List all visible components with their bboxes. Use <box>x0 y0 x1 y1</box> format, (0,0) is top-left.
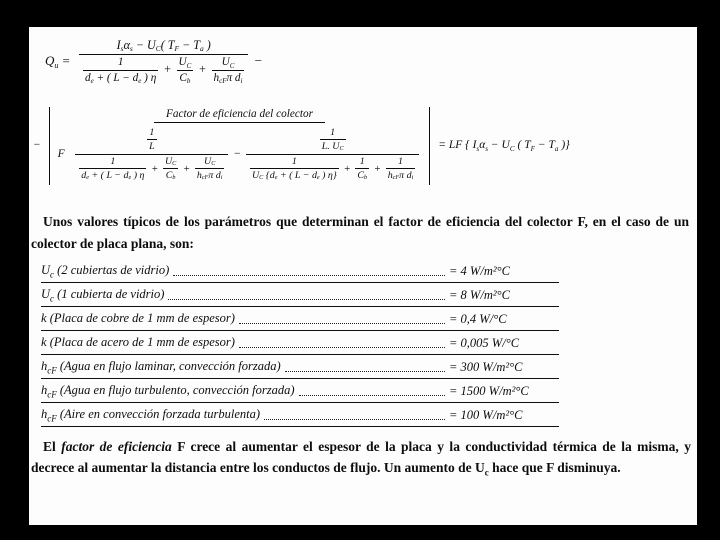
math-txt: 1 <box>117 55 124 68</box>
math-sub: e <box>138 77 142 86</box>
parameter-value: = 100 W/m²°C <box>449 408 523 422</box>
fraction-line <box>79 54 249 55</box>
parameter-list <box>41 259 559 427</box>
dot-leader <box>173 275 445 276</box>
fraction-line <box>147 139 157 140</box>
parameter-label <box>41 263 169 280</box>
math-txt: − <box>250 53 263 69</box>
fraction-line <box>386 168 416 169</box>
parameter-value: = 1500 W/m²°C <box>449 384 529 398</box>
math-txt: ) η <box>141 71 157 84</box>
math-sub: i <box>411 175 414 182</box>
math-txt: L. U <box>321 141 340 153</box>
math-sub: s <box>129 44 133 53</box>
fraction-line <box>177 70 194 71</box>
fraction-line <box>163 168 178 169</box>
math-txt: 1 <box>330 127 336 138</box>
math-txt: − U <box>132 38 156 52</box>
fraction-line <box>246 154 419 155</box>
fraction-line <box>250 168 339 169</box>
math-txt: 1 <box>291 155 297 167</box>
math-txt: + ( L − d <box>277 170 317 182</box>
math-row <box>75 156 228 182</box>
math-lbl: Factor de eficiencia del colector <box>154 108 325 123</box>
parameter-label <box>41 383 295 400</box>
math-row <box>212 72 245 85</box>
math-txt: C <box>165 170 173 182</box>
math-txt: + <box>371 162 384 175</box>
math-txt: U <box>251 170 260 182</box>
math-txt: h <box>387 170 393 182</box>
math-txt: F <box>57 147 74 160</box>
math-txt: + <box>160 62 175 77</box>
math-frac <box>355 156 369 182</box>
math-txt: ) <box>203 38 211 52</box>
math-row <box>33 107 570 185</box>
math-sub: C <box>229 61 235 70</box>
math-row <box>177 56 194 69</box>
equation-useful-heat <box>45 39 263 85</box>
math-sub: C <box>186 61 192 70</box>
math-txt: C <box>179 71 187 84</box>
math-sub: a <box>554 144 559 153</box>
math-txt: − <box>230 147 244 160</box>
page <box>29 27 697 525</box>
math-frac <box>79 156 146 182</box>
math-sub: C <box>259 175 264 182</box>
math-row <box>250 170 339 181</box>
parameter-value: = 4 W/m²°C <box>449 264 510 278</box>
math-txt: π d <box>226 71 241 84</box>
math-row <box>164 170 178 181</box>
math-txt: α <box>123 38 130 52</box>
math-sub: e <box>274 175 278 182</box>
math-sub: C <box>339 146 344 153</box>
math-txt: π d <box>399 170 412 182</box>
math-sub: u <box>54 60 59 70</box>
math-sub: C <box>172 160 177 167</box>
math-row <box>246 156 419 182</box>
math-sub: cF <box>392 175 400 182</box>
parameter-label <box>41 287 164 304</box>
math-txt: d <box>84 71 91 84</box>
parameter-symbol-sub: c <box>50 269 55 279</box>
math-sub: b <box>172 175 176 182</box>
parameter-desc: (Placa de acero de 1 mm de espesor) <box>46 334 235 349</box>
parameter-row <box>41 283 559 307</box>
math-sub: s <box>120 44 124 53</box>
math-txt: C <box>357 170 365 182</box>
parameter-row <box>41 355 559 379</box>
math-txt: + ( L − d <box>89 170 129 182</box>
math-sub: i <box>240 77 243 86</box>
math-row <box>220 56 237 69</box>
math-row <box>355 170 369 181</box>
math-row <box>83 72 158 85</box>
fraction-line <box>212 70 245 71</box>
dot-leader <box>299 395 445 396</box>
parameter-label <box>41 335 235 352</box>
math-frac <box>212 56 245 85</box>
parameter-value: = 8 W/m²°C <box>449 288 510 302</box>
dot-leader <box>264 419 445 420</box>
math-txt: − T <box>179 38 201 52</box>
math-txt: π d <box>208 170 221 182</box>
math-sub: F <box>530 144 535 153</box>
math-txt: + <box>180 162 193 175</box>
math-txt: ) η} <box>319 170 337 182</box>
parameter-symbol: k <box>41 310 47 325</box>
math-txt: 1 <box>398 155 403 167</box>
parameter-row <box>41 307 559 331</box>
math-txt: − T <box>534 139 555 152</box>
math-txt: + <box>148 162 161 175</box>
math-txt: α <box>479 139 486 152</box>
math-sub: F <box>174 44 180 53</box>
math-row <box>195 170 225 181</box>
math-txt: Q <box>45 53 55 69</box>
math-sub: e <box>316 175 320 182</box>
math-row <box>58 127 422 182</box>
math-bar <box>49 107 431 185</box>
fraction-line <box>83 70 158 71</box>
math-sub: C <box>155 44 161 53</box>
math-txt: {d <box>263 170 275 182</box>
math-row <box>202 156 217 167</box>
math-frac <box>163 156 178 182</box>
math-frac <box>177 56 194 85</box>
math-row <box>79 56 249 85</box>
parameter-row <box>41 403 559 427</box>
math-sub: a <box>200 44 204 53</box>
math-row <box>177 72 192 85</box>
closing-text-1: El <box>43 439 62 454</box>
math-txt: U <box>221 55 230 68</box>
math-txt: h <box>196 170 202 182</box>
math-frac <box>195 156 225 182</box>
math-txt: + <box>340 162 354 175</box>
closing-subscript: c <box>484 467 489 478</box>
math-txt: h <box>213 71 220 84</box>
parameter-row <box>41 331 559 355</box>
math-sub: b <box>186 77 191 86</box>
fraction-line <box>75 154 228 155</box>
parameter-desc: (Agua en flujo turbulento, convección forzada) <box>56 382 295 397</box>
math-row <box>320 141 346 152</box>
math-row <box>386 170 416 181</box>
math-frac <box>250 156 339 182</box>
math-txt: I <box>116 38 121 52</box>
math-sub: cF <box>219 77 227 86</box>
parameter-symbol-sub: c <box>50 293 55 303</box>
fraction-line <box>355 168 369 169</box>
parameter-label <box>41 359 281 376</box>
math-txt: ( T <box>514 139 531 152</box>
parameter-symbol-sub: cF <box>47 389 57 399</box>
math-row <box>163 156 178 167</box>
math-frac <box>83 56 158 85</box>
math-txt: + <box>195 62 210 77</box>
math-txt: = LF { I <box>435 139 477 152</box>
parameter-desc: (1 cubierta de vidrio) <box>54 286 165 301</box>
math-sub: e <box>128 175 132 182</box>
parameter-symbol: h <box>41 382 48 397</box>
math-txt: ( T <box>160 38 175 52</box>
parameter-symbol-sub: cF <box>47 413 57 423</box>
fraction-line <box>195 168 225 169</box>
math-sub: i <box>220 175 223 182</box>
dot-leader <box>285 371 445 372</box>
math-sub: s <box>476 144 480 153</box>
math-txt: )} <box>558 139 570 152</box>
parameter-symbol: k <box>41 334 47 349</box>
closing-text-2: F crece al aumentar el espesor de la placa y la conductividad térmica de la misma, y decrece al aumentar la distancia entre los conductos de flujo. Un aumento de U <box>31 439 691 475</box>
math-row <box>45 39 263 85</box>
parameter-symbol: h <box>41 406 48 421</box>
math-sub: e <box>90 77 94 86</box>
math-frac <box>145 127 159 153</box>
parameter-row <box>41 379 559 403</box>
intro-paragraph: Unos valores típicos de los parámetros que determinan el factor de eficiencia del colector F, en el caso de un colector de placa plana, son: <box>31 214 689 251</box>
math-sub: C <box>509 144 515 153</box>
math-sub: b <box>364 175 368 182</box>
math-frac <box>318 127 348 153</box>
parameter-symbol: U <box>41 262 51 277</box>
math-frac <box>79 39 249 85</box>
parameter-value: = 300 W/m²°C <box>449 360 523 374</box>
math-row <box>79 170 146 181</box>
math-txt: 1 <box>149 127 155 138</box>
parameter-symbol: U <box>41 286 51 301</box>
parameter-desc: (Aire en convección forzada turbulenta) <box>56 406 261 421</box>
math-sub: e <box>86 175 89 182</box>
equation-efficiency-factor <box>33 107 570 185</box>
math-txt: L <box>149 141 155 153</box>
math-txt: 1 <box>110 155 116 167</box>
dot-leader <box>168 299 445 300</box>
math-txt: = <box>58 53 77 69</box>
math-sub: s <box>485 144 489 153</box>
parameter-desc: (Placa de cobre de 1 mm de espesor) <box>46 310 235 325</box>
parameter-label <box>41 407 260 424</box>
math-txt: ) η <box>131 170 145 182</box>
parameter-value: = 0,005 W/°C <box>449 336 520 350</box>
fraction-line <box>320 139 346 140</box>
math-txt: − U <box>488 139 510 152</box>
dot-leader <box>239 347 445 348</box>
math-frac <box>386 156 416 182</box>
math-row <box>115 39 213 53</box>
math-txt: U <box>204 155 212 167</box>
parameter-symbol: h <box>41 358 48 373</box>
fraction-line <box>79 168 146 169</box>
parameter-desc: (2 cubiertas de vidrio) <box>54 262 170 277</box>
parameter-label <box>41 311 235 328</box>
math-txt: d <box>81 170 87 182</box>
math-txt: U <box>178 55 187 68</box>
closing-italic-phrase: factor de eficiencia <box>61 439 172 454</box>
closing-text-3: hace que F disminuya. <box>488 459 621 475</box>
parameter-value: = 0,4 W/°C <box>449 312 507 326</box>
math-txt: U <box>164 155 173 167</box>
closing-paragraph <box>31 437 691 481</box>
math-frac <box>75 127 228 182</box>
math-frac <box>246 127 419 182</box>
parameter-symbol-sub: cF <box>47 365 57 375</box>
math-txt: + ( L − d <box>93 71 139 84</box>
parameter-row <box>41 259 559 283</box>
dot-leader <box>239 323 445 324</box>
math-sub: C <box>211 160 216 167</box>
math-sub: cF <box>201 175 209 182</box>
math-txt: − <box>33 139 44 152</box>
math-txt: 1 <box>359 155 365 167</box>
parameter-desc: (Agua en flujo laminar, convección forzada) <box>56 358 281 373</box>
